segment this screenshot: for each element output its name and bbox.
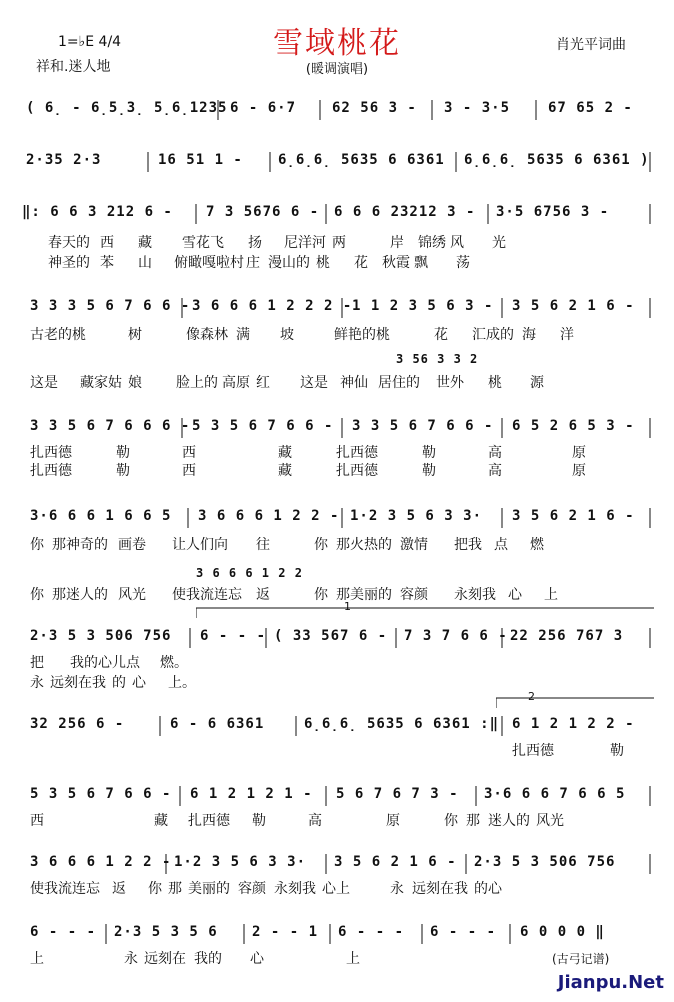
measure: ‖: 6 6 3 212 6 - [22,204,173,220]
measure: 5 6 7 6 7 3 - [336,786,459,802]
score-system-3 [20,202,654,228]
lyric-line: 春天的 西 藏 雪花飞 扬 尼洋河 两 岸 锦绣 风 光 [48,235,506,251]
lyric-line: 你 那神奇的 画卷 让人们向 往 你 那火热的 激情 把我 点 燃 [30,537,544,553]
measure: 3 6 6 6 1 2 2 2 - [192,298,353,314]
measure: 3·6 6 6 7 6 6 5 [484,786,626,802]
score-system-2 [20,150,654,176]
lyric-line: 把 我的心儿点 燃。 [30,655,188,671]
measure: 22 256 767 3 [510,628,624,644]
measure: 3 5 6 2 1 6 - [334,854,457,870]
measure: 7 3 5676 6 - [206,204,320,220]
score-system-9 [20,784,654,810]
measure: 2·3 5 3 5 6 [114,924,218,940]
measure: 1·2 3 5 6 3 3· [350,508,483,524]
lyric-line: 你 那迷人的 风光 使我流连忘 返 你 那美丽的 容颜 永刻我 心 上 [30,587,558,603]
measure: 2 - - 1 [252,924,319,940]
measure: 5 3 5 6 7 6 6 - [192,418,334,434]
measure: ( 33 567 6 - [274,628,388,644]
score-system-7 [20,626,654,652]
lyric-line: 上 永 远刻在 我的 心 上 [30,951,360,967]
measure: 6 - 6·7 [230,100,297,116]
lyric-line: 西 藏 扎西德 勒 高 原 你 那 迷人的 风光 [30,813,564,829]
measure: 6 6 6 23212 3 - [334,204,476,220]
lyric-line: 使我流连忘 返 你 那 美丽的 容颜 永刻我 心上 永 远刻在我 的心 [30,881,502,897]
measure: 67 65 2 - [548,100,633,116]
score-system-6 [20,506,654,532]
measure: 6 - - - [200,628,267,644]
lyric-line: 古老的桃 树 像森林 满 坡 鲜艳的桃 花 汇成的 海 洋 [30,327,574,343]
measure: 6 5 2 6 5 3 - [512,418,635,434]
lyric-line: 这是 藏家姑 娘 脸上的 高原 红 这是 神仙 居住的 世外 桃 源 [30,375,544,391]
measure: 5 3 5 6 7 6 6 - [30,786,172,802]
measure: 3 3 5 6 7 6 6 6 - [30,418,191,434]
song-title: 雪域桃花 [273,26,401,61]
measure: 3 6 6 6 1 2 2 - [198,508,340,524]
measure: 3 - 3·5 [444,100,511,116]
score-system-11 [20,922,654,948]
measure: 3·6 6 6 1 6 6 5 [30,508,172,524]
measure: 3 6 6 6 1 2 2 - [30,854,172,870]
lyric-line: 神圣的 苯 山 俯瞰嘎啦村 庄 漫山的 桃 花 秋霞 飘 荡 [48,255,470,271]
measure: ( 6̣ - 6̣5̣3̣ 5̣6̣1235 [26,100,228,116]
measure: 6 - - - [338,924,405,940]
volta-bracket-1 [196,604,656,618]
measure: 6 0 0 0 ‖ [520,924,605,940]
site-watermark: Jianpu.Net [557,972,664,993]
measure: 3 3 3 5 6 7 6 6 - [30,298,191,314]
subtitle: (暖调演唱) [305,62,369,77]
measure: 2·3 5 3 506 756 [30,628,172,644]
lyric-line: 扎西德 勒 西 藏 扎西德 勒 高 原 [30,463,586,479]
measure: 3 5 6 2 1 6 - [512,298,635,314]
score-system-4 [20,296,654,322]
volta-bracket-2 [496,694,656,708]
score-system-8 [20,714,654,740]
measure: 6 - 6 6361 [170,716,265,732]
measure: 6̣6̣6̣ 5635 6 6361 ) [464,152,650,168]
score-system-5 [20,416,654,442]
measure: 6 1 2 1 2 1 - [190,786,313,802]
key-signature: 1=♭E 4/4 [58,34,122,50]
score-system-1 [20,98,654,124]
measure: 2·3 5 3 506 756 [474,854,616,870]
lyric-line: 扎西德 勒 [512,743,624,759]
measure: 6̣6̣6̣ 5635 6 6361 [278,152,445,168]
measure: 6̣6̣6̣ 5635 6 6361 :‖ [304,716,500,732]
lyric-line: 扎西德 勒 西 藏 扎西德 勒 高 原 [30,445,586,461]
volta-number: 1 [344,600,351,613]
transcriber-credit: (古弓记谱) [552,952,610,966]
tempo-expression: 祥和.迷人地 [36,59,111,75]
inline-melody-variant: 3 56 3 3 2 [396,352,479,366]
inline-melody-variant: 3 6 6 6 1 2 2 [196,566,303,580]
measure: 7 3 7 6 6 - [404,628,508,644]
measure: 1·2 3 5 6 3 3· [174,854,307,870]
measure: 3 5 6 2 1 6 - [512,508,635,524]
measure: 6 - - - [430,924,497,940]
lyric-line: 永 远刻在我 的 心 上。 [30,675,196,691]
measure: 6 1 2 1 2 2 - [512,716,635,732]
measure: 16 51 1 - [158,152,243,168]
volta-number: 2 [528,690,535,703]
measure: 6 - - - [30,924,97,940]
measure: 2·35 2·3 [26,152,102,168]
measure: 62 56 3 - [332,100,417,116]
score-system-10 [20,852,654,878]
measure: 32 256 6 - [30,716,125,732]
measure: 1 1 2 3 5 6 3 - [352,298,494,314]
measure: 3 3 5 6 7 6 6 - [352,418,494,434]
measure: 3·5 6756 3 - [496,204,610,220]
author-credit: 肖光平词曲 [556,37,626,53]
